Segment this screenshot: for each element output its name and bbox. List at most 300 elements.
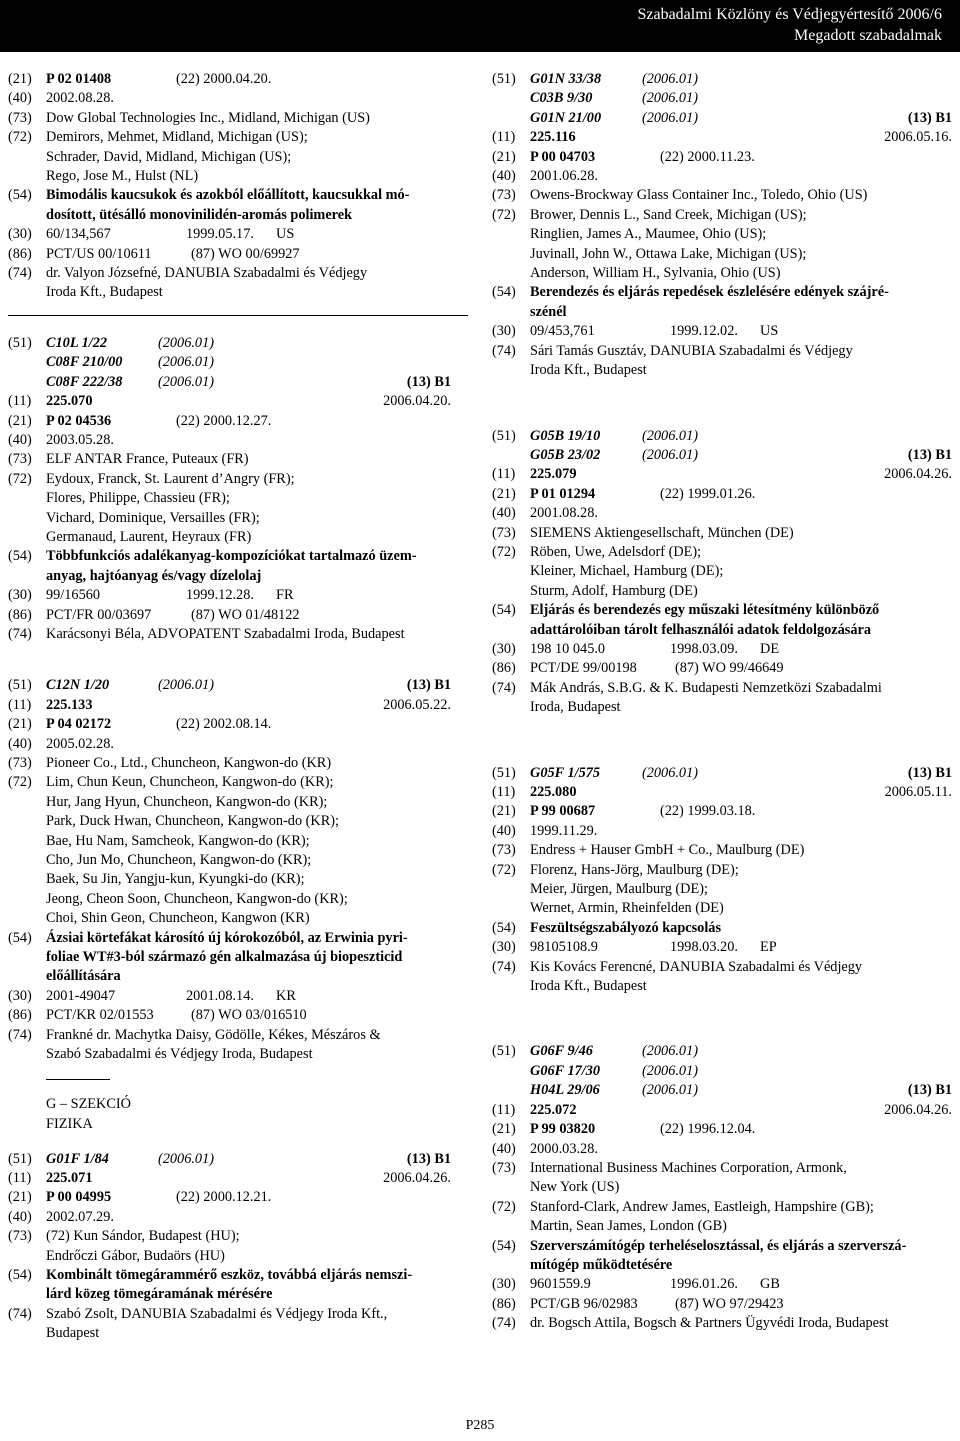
publication-date: 2006.05.11. [884,784,952,800]
field-code: (40) [492,505,516,522]
application [530,802,954,821]
patent-number: 225.072 [530,1101,577,1118]
application-publication [530,822,954,841]
field-code: (72) [492,543,516,560]
application-number: P 04 02172 [46,716,112,733]
right-column [492,70,954,1334]
date: 2001.06.28. [530,168,598,185]
field-code: (40) [492,168,516,185]
title-text: Berendezés és eljárás repedések észlelésére edények szájré- [530,284,889,301]
priority-number: 09/453,761 [530,323,595,340]
title-row [492,1237,954,1256]
inventors-text: Sturm, Adolf, Hamburg (DE) [530,582,698,599]
title [46,929,453,948]
kind-code: (13) B1 [907,1082,952,1099]
title-text: adattárolóiban tárolt felhasználói adatok feldolgozására [530,621,872,638]
title-text: előállítására [46,968,121,985]
application-row [8,1188,453,1207]
inventors-row [8,890,453,909]
inventors-row [8,470,453,489]
classification-row [492,446,954,465]
classification [46,1150,453,1169]
classification-row [492,1081,954,1100]
representative-text: dr. Bogsch Attila, Bogsch & Partners Ügyvédi Iroda, Budapest [530,1315,889,1332]
application-number: P 99 03820 [530,1121,596,1138]
inventors-row [8,128,453,147]
field-code: (21) [492,803,516,820]
proprietor-text: SIEMENS Aktiengesellschaft, München (DE) [530,524,794,541]
representative-row [8,1305,453,1324]
title-row [8,1266,453,1285]
left-column [8,70,453,1344]
field-code: (73) [492,1159,516,1176]
application [530,148,954,167]
pct-row [492,1295,954,1314]
classification [530,89,954,108]
filing-date: 2000.12.21. [203,1189,272,1206]
application-row [8,412,453,431]
kind-code: (13) B1 [406,677,451,694]
ipc-version: (2006.01) [642,446,698,463]
wo-code: (87) [675,660,699,677]
section-subheading: FIZIKA [46,1115,93,1132]
publication-number-row [492,465,954,484]
date: 2000.03.28. [530,1140,598,1157]
inventors-text: Stanford-Clark, Andrew James, Eastleigh, Hampshire (GB); [530,1198,874,1215]
title-row [8,206,453,225]
inventors-row [8,851,453,870]
title-text: dosított, ütésálló monovinilidén-aromás polimerek [46,206,353,223]
proprietor-row [8,754,453,773]
application-publication [46,1208,453,1227]
application-row [492,802,954,821]
publication-date-row [492,1140,954,1159]
field-code: (54) [8,187,32,204]
title-text: anyag, hajtóanyag és/vagy dízelolaj [46,567,262,584]
inventors [46,793,453,812]
publication-date: 2006.04.20. [383,393,451,410]
representative-row [8,1026,453,1045]
field-code: (72) [492,861,516,878]
filing-code: (22) [176,71,200,87]
ipc-code: H04L 29/06 [530,1082,600,1099]
priority-number: 198 10 045.0 [530,640,606,657]
inventors-text: Lim, Chun Keun, Chuncheon, Kangwon-do (KR); [46,774,334,791]
priority-row [492,938,954,957]
title [530,1256,954,1275]
inventors-text: Florenz, Hans-Jörg, Maulburg (DE); [530,861,739,878]
inventors-row [8,167,453,186]
field-code: (51) [492,427,516,444]
inventors [46,470,453,489]
application-publication [46,89,453,108]
date: 1999.11.29. [530,822,598,839]
inventors [530,899,954,918]
publication-date-row [492,504,954,523]
inventors-row [8,489,453,508]
application-publication [46,735,453,754]
representative-row [492,361,954,380]
priority-row [8,586,453,605]
title [46,567,453,586]
title [46,967,453,986]
inventors-row [8,909,453,928]
publication-date: 2006.05.16. [884,129,952,146]
inventors [530,562,954,581]
field-code: (11) [492,1101,516,1118]
priority-country: FR [276,587,294,604]
application [46,1188,453,1207]
title-text: Eljárás és berendezés egy műszaki létesítmény különböző [530,602,880,619]
proprietor-row [8,1227,453,1246]
classification [46,373,453,392]
representative-row [492,698,954,717]
filing-code: (22) [176,716,200,733]
proprietor [46,450,453,469]
filing-date: 1996.12.04. [687,1121,756,1138]
kind-code: (13) B1 [406,373,451,390]
proprietor [46,109,453,128]
pct-row [8,245,453,264]
title-text: szénél [530,303,567,320]
inventors-row [8,832,453,851]
inventors [530,206,954,225]
representative [46,264,453,283]
field-code: (11) [8,393,32,410]
classification [530,109,954,128]
field-code: (30) [8,987,32,1004]
classification [46,334,453,353]
publication-date-row [8,1208,453,1227]
field-code: (40) [8,90,32,107]
patent-number: 225.079 [530,466,577,483]
representative [530,977,954,996]
inventors [530,880,954,899]
application-row [8,70,453,89]
field-code: (86) [492,1295,516,1312]
inventors-row [492,245,954,264]
filing-date: 2000.12.27. [203,412,272,429]
field-code: (21) [492,148,516,165]
proprietor-text: New York (US) [530,1179,620,1196]
inventors [46,890,453,909]
inventors [46,773,453,792]
title-row [8,186,453,205]
representative-text: Budapest [46,1325,100,1342]
field-code: (21) [492,1121,516,1138]
proprietor-text: (72) Kun Sándor, Budapest (HU); [46,1228,240,1245]
inventors-text: Vichard, Dominique, Versailles (FR); [46,509,260,526]
field-code: (30) [8,587,32,604]
representative [46,1026,453,1045]
field-code: (74) [492,679,516,696]
representative [530,342,954,361]
field-code: (30) [492,640,516,657]
date: 2002.08.28. [46,90,114,107]
publication-number-row [8,392,453,411]
field-code: (11) [492,466,516,483]
proprietor [530,524,954,543]
field-code: (21) [8,716,32,733]
application [46,412,453,431]
inventors-row [492,861,954,880]
patent-entry [492,1042,954,1333]
patent-number: 225.133 [46,696,93,713]
representative-row [8,264,453,283]
application-number: P 99 00687 [530,803,596,820]
application-number: P 02 04536 [46,412,112,429]
application-row [8,715,453,734]
field-code: (51) [8,334,32,351]
classification [46,676,453,695]
title-text: foliae WT#3-ból származó gén alkalmazása új biopeszticid [46,949,403,966]
title [530,621,954,640]
ipc-code: G01F 1/84 [46,1150,109,1167]
inventors-text: Martin, Sean James, London (GB) [530,1218,727,1235]
inventors-row [492,880,954,899]
pct-row [492,659,954,678]
filing-code: (22) [660,803,684,820]
publication-date: 2006.04.26. [884,466,952,483]
field-code: (72) [492,1198,516,1215]
classification-row [492,70,954,89]
pct-number: PCT/KR 02/01553 [46,1007,154,1024]
inventors [46,167,453,186]
title [46,1285,453,1304]
proprietor-row [8,109,453,128]
field-code: (73) [8,755,32,771]
field-code: (74) [8,265,32,282]
ipc-code: C03B 9/30 [530,90,593,107]
title-row [492,1256,954,1275]
representative-text: Iroda Kft., Budapest [46,284,163,301]
pct [530,659,954,678]
title-text: Feszültségszabályozó kapcsolás [530,919,722,936]
priority [46,987,453,1006]
priority-date: 1999.05.17. [186,226,254,243]
priority-row [492,1275,954,1294]
title [530,1237,954,1256]
inventors-row [492,225,954,244]
inventors-row [8,870,453,889]
field-code: (21) [492,485,516,502]
wo-code: (87) [191,1007,215,1024]
inventors [530,1217,954,1236]
section-rule-short [46,1079,110,1080]
inventors [530,264,954,283]
application-row [492,148,954,167]
ipc-code: G05B 23/02 [530,446,601,463]
classification-row [492,109,954,128]
priority [46,225,453,244]
wo-number: WO 00/69927 [218,245,300,262]
filing-date: 2000.11.23. [687,148,755,165]
field-code: (72) [8,774,32,791]
proprietor-row [492,524,954,543]
field-code: (86) [8,1007,32,1024]
title-row [8,948,453,967]
journal-title: Szabadalmi Közlöny és Védjegyértesítő 2006/6 [637,6,942,23]
inventors-text: Wernet, Armin, Rheinfelden (DE) [530,900,724,917]
application-number: P 01 01294 [530,485,596,502]
filing-code: (22) [660,485,684,502]
inventors-text: Eydoux, Franck, St. Laurent d’Angry (FR); [46,470,295,487]
priority-date: 1998.03.20. [670,939,738,956]
classification [530,764,954,783]
field-code: (54) [8,1266,32,1283]
proprietor-text: Pioneer Co., Ltd., Chuncheon, Kangwon-do (KR) [46,755,332,771]
inventors-row [492,264,954,283]
inventors-row [8,793,453,812]
inventors-text: Ringlien, James A., Maumee, Ohio (US); [530,226,767,243]
representative-text: Iroda Kft., Budapest [530,362,647,379]
inventors-text: Juvinall, John W., Ottawa Lake, Michigan (US); [530,245,807,262]
ipc-version: (2006.01) [158,354,214,371]
priority-number: 99/16560 [46,587,101,604]
title-row [492,601,954,620]
field-code: (73) [8,1228,32,1245]
section-title: Megadott szabadalmak [794,27,942,44]
field-code: (51) [492,71,516,87]
application-number: P 02 01408 [46,71,112,87]
classification [530,1081,954,1100]
representative-text: Szabó Zsolt, DANUBIA Szabadalmi és Védjegy Iroda Kft., [46,1305,388,1322]
representative-row [492,1314,954,1333]
title [530,303,954,322]
ipc-version: (2006.01) [642,764,698,781]
inventors [46,528,453,547]
field-code: (86) [8,606,32,623]
ipc-code: G05F 1/575 [530,764,601,781]
field-code: (54) [492,602,516,619]
classification [530,1062,954,1081]
inventors-row [492,206,954,225]
kind-code: (13) B1 [907,764,952,781]
representative [46,1045,453,1064]
field-code: (21) [8,412,32,429]
patent-number: 225.116 [530,129,576,146]
inventors-text: Jeong, Cheon Soon, Chuncheon, Kangwon-do (KR); [46,890,348,907]
proprietor [530,1159,954,1178]
representative [46,625,453,644]
proprietor [530,186,954,205]
ipc-code: C08F 210/00 [46,354,123,371]
inventors-text: Park, Duck Hwan, Chuncheon, Kangwon-do (KR); [46,813,340,830]
classification-row [492,764,954,783]
field-code: (54) [8,548,32,565]
field-code: (21) [8,1189,32,1206]
proprietor-row [492,841,954,860]
field-code: (40) [8,431,32,448]
title-row [492,283,954,302]
publication-date: 2006.04.26. [383,1169,451,1186]
date: 2002.07.29. [46,1208,114,1225]
wo-number: WO 01/48122 [218,606,300,623]
application-row [492,485,954,504]
title [530,601,954,620]
classification [46,353,453,372]
proprietor-text: ELF ANTAR France, Puteaux (FR) [46,451,249,468]
inventors-row [8,148,453,167]
classification-row [492,1062,954,1081]
publication-date-row [8,89,453,108]
priority-country: US [276,226,295,243]
title-row [8,967,453,986]
representative-text: Iroda Kft., Budapest [530,978,647,995]
field-code: (72) [8,470,32,487]
field-code: (54) [492,919,516,936]
title-row [492,919,954,938]
field-code: (74) [492,958,516,975]
representative-text: Karácsonyi Béla, ADVOPATENT Szabadalmi Iroda, Budapest [46,625,405,642]
priority-country: EP [760,939,777,956]
title-row [492,303,954,322]
field-code: (74) [8,625,32,642]
title [46,948,453,967]
patent-number: 225.071 [46,1169,93,1186]
inventors-text: Kleiner, Michael, Hamburg (DE); [530,563,724,580]
ipc-version: (2006.01) [158,677,214,694]
field-code: (73) [492,524,516,541]
date: 2003.05.28. [46,431,114,448]
field-code: (30) [492,1276,516,1293]
inventors [530,861,954,880]
proprietor-row [8,450,453,469]
inventors-row [492,899,954,918]
filing-date: 2000.04.20. [203,71,272,87]
field-code: (74) [8,1026,32,1043]
inventors-text: Flores, Philippe, Chassieu (FR); [46,490,230,507]
priority-row [492,322,954,341]
representative-row [492,977,954,996]
inventors [530,582,954,601]
field-code: (73) [492,842,516,859]
classification-row [8,676,453,695]
proprietor [530,1178,954,1197]
priority-date: 1998.03.09. [670,640,738,657]
patent-entry [8,70,453,303]
inventors [46,832,453,851]
inventors-text: Baek, Su Jin, Yangju-kun, Kyungki-do (KR); [46,871,305,888]
pct [46,245,453,264]
filing-date: 2002.08.14. [203,716,272,733]
ipc-version: (2006.01) [642,90,698,107]
priority-country: KR [276,987,296,1004]
publication-date: 2006.04.26. [884,1101,952,1118]
date: 2001.08.28. [530,505,598,522]
inventors-text: Rego, Jose M., Hulst (NL) [46,168,199,185]
patent-entry [492,764,954,997]
inventors [46,489,453,508]
title-text: Többfunkciós adalékanyag-kompozíciókat tartalmazó üzem- [46,548,417,565]
publication-number-row [492,783,954,802]
inventors [46,870,453,889]
priority [530,938,954,957]
representative-text: Kis Kovács Ferencné, DANUBIA Szabadalmi és Védjegy [530,958,863,975]
field-code: (40) [492,822,516,839]
field-code: (51) [8,677,32,694]
field-code: (30) [492,939,516,956]
field-code: (11) [8,696,32,713]
priority [46,586,453,605]
date: 2005.02.28. [46,735,114,752]
field-code: (74) [492,342,516,359]
ipc-version: (2006.01) [642,71,698,87]
pct-row [8,1006,453,1025]
field-code: (73) [8,109,32,126]
representative-text: Frankné dr. Machytka Daisy, Gödölle, Kékes, Mészáros & [46,1026,381,1043]
inventors [46,909,453,928]
